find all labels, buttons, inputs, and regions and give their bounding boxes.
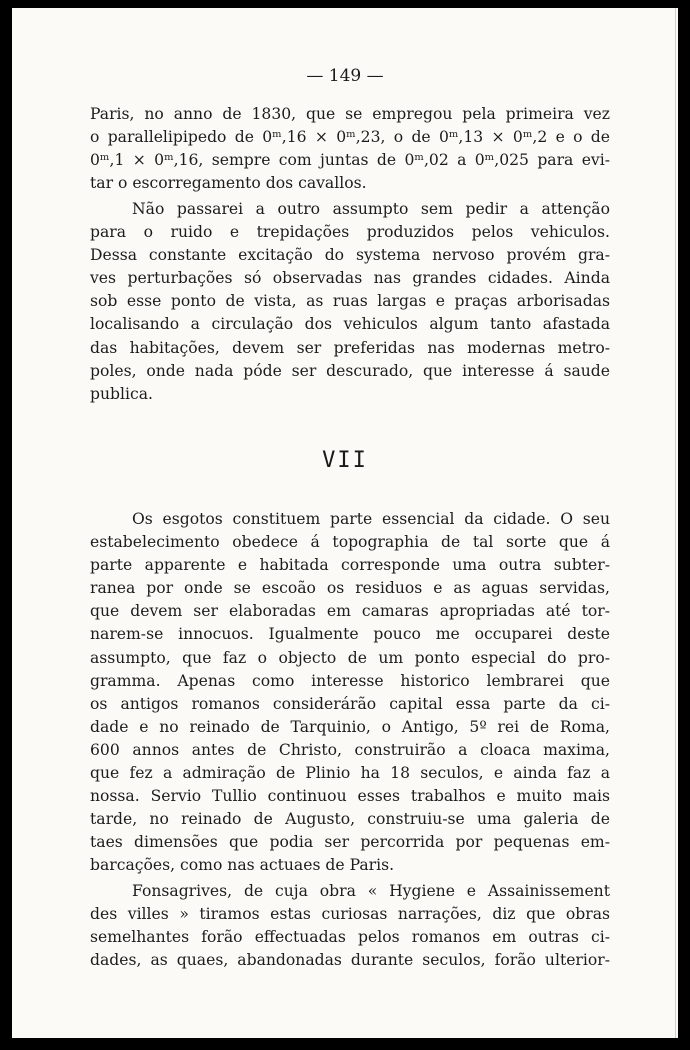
scan-edge-line [675,8,676,1038]
text-line: 600 annos antes de Christo, construirão a cloaca maxima, [90,740,610,759]
text-line: barcações, como nas actuaes de Paris. [90,856,395,875]
page-number: — 149 — [306,66,384,86]
text-line: Os esgotos constituem parte essencial da cidade. O seu [132,510,610,528]
text-line: tar o escorregamento dos cavallos. [90,174,367,193]
section-heading: VII [322,448,368,473]
text-line: nossa. Servio Tullio continuou esses trabalhos e muito mais [90,787,610,806]
text-line: que devem ser elaboradas em camaras apropriadas até tor- [90,602,610,621]
text-line: dades, as quaes, abandonadas durante seculos, forão ulterior- [90,951,610,970]
paragraph-1 [90,103,610,195]
text-line: poles, onde nada póde ser descurado, que interesse á saude [90,361,610,380]
text-line: sob esse ponto de vista, as ruas largas e praças arborisadas [90,292,610,311]
text-line: parte apparente e habitada corresponde uma outra subter- [90,556,610,575]
paragraph-4 [90,880,610,972]
text-line: ranea por onde se escoão os residuos e as aguas servidas, [90,579,610,598]
text-line: das habitações, devem ser preferidas nas modernas metro- [90,338,610,357]
text-line: assumpto, que faz o objecto de um ponto especial do pro- [90,648,610,667]
text-line: para o ruido e trepidações produzidos pelos vehiculos. [90,223,610,242]
text-line: ves perturbações só observadas nas grandes cidades. Ainda [90,269,610,288]
paragraph-3 [90,508,610,878]
text-line: tarde, no reinado de Augusto, construiu-se uma galeria de [90,810,610,829]
text-line: os antigos romanos considerárão capital essa parte da ci- [90,694,610,713]
paragraph-2 [90,198,610,406]
text-line: publica. [90,384,153,403]
text-line: des villes » tiramos estas curiosas narrações, diz que obras [90,905,610,924]
document-page [12,8,678,1038]
text-line: gramma. Apenas como interesse historico lembrarei que [90,671,610,690]
text-line: 0ᵐ,1 × 0ᵐ,16, sempre com juntas de 0ᵐ,02 a 0ᵐ,025 para evi- [90,151,610,170]
text-line: taes dimensões que podia ser percorrida por pequenas em- [90,833,610,852]
text-line: o parallelipipedo de 0ᵐ,16 × 0ᵐ,23, o de 0ᵐ,13 × 0ᵐ,2 e o de [90,128,610,147]
text-line: Não passarei a outro assumpto sem pedir a attenção [132,200,610,218]
text-line: dade e no reinado de Tarquinio, o Antigo, 5º rei de Roma, [90,717,610,736]
text-line: estabelecimento obedece á topographia de tal sorte que á [90,533,610,552]
text-line: narem-se innocuos. Igualmente pouco me occuparei deste [90,625,610,644]
text-line: Paris, no anno de 1830, que se empregou pela primeira vez [90,105,610,123]
text-line: que fez a admiração de Plinio ha 18 seculos, e ainda faz a [90,764,610,783]
text-line: localisando a circulação dos vehiculos algum tanto afastada [90,315,610,334]
text-line: semelhantes forão effectuadas pelos romanos em outras ci- [90,928,610,947]
text-line: Dessa constante excitação do systema nervoso provém gra- [90,246,610,265]
text-line: Fonsagrives, de cuja obra « Hygiene e Assainissement [132,882,610,900]
